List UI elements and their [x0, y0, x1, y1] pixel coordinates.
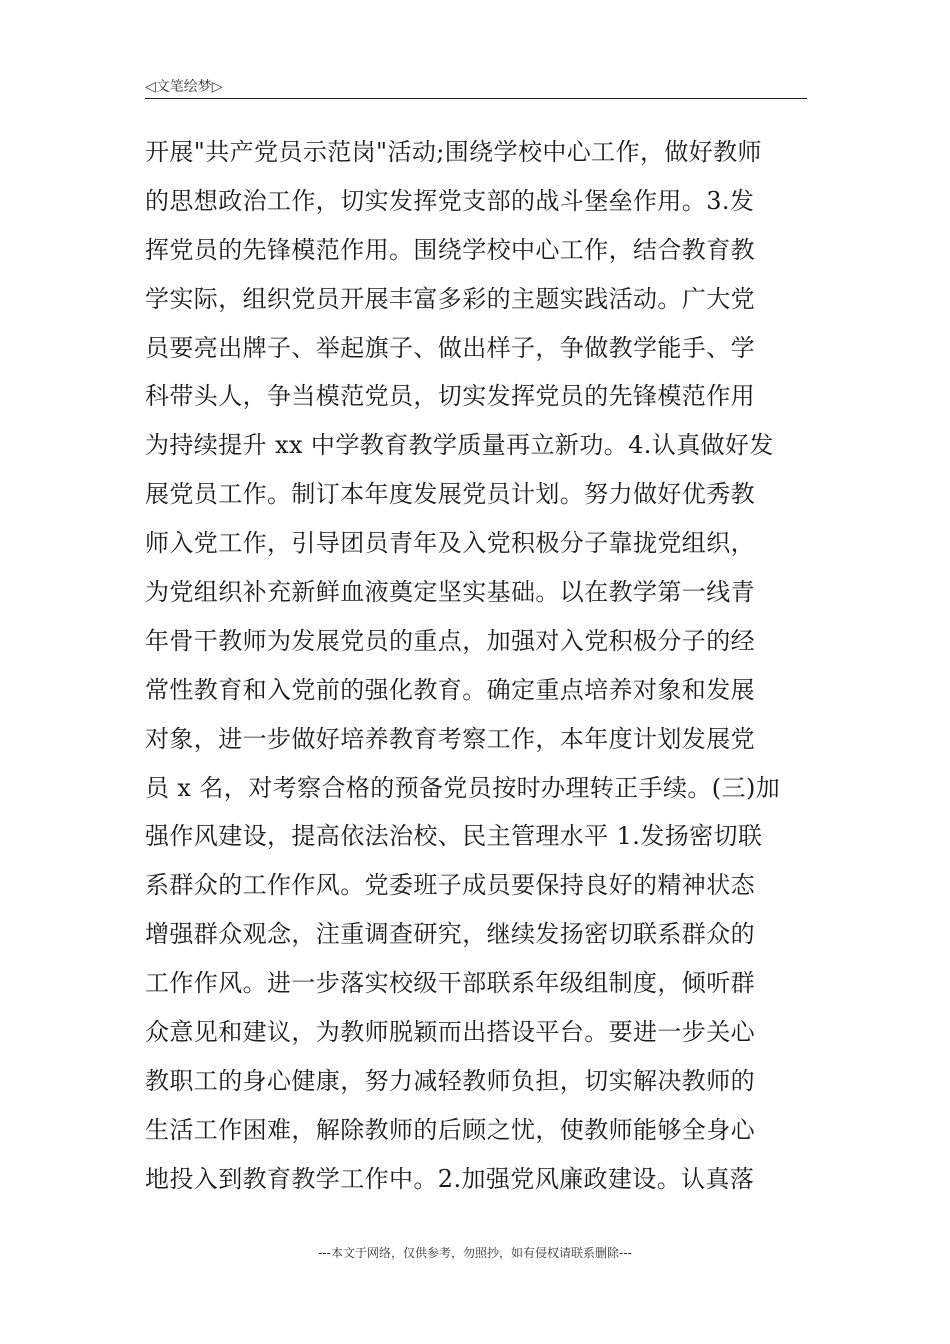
- text-line: 地投入到教育教学工作中。2.加强党风廉政建设。认真落: [145, 1164, 755, 1193]
- text-line: 生活工作困难，解除教师的后顾之忧，使教师能够全身心: [145, 1115, 755, 1144]
- text-line: 开展"共产党员示范岗"活动;围绕学校中心工作，做好教师: [145, 138, 762, 166]
- text-line: 为党组织补充新鲜血液奠定坚实基础。以在教学第一线青: [145, 578, 755, 607]
- text-line: 强作风建设，提高依法治校、民主管理水平 1.发扬密切联: [145, 822, 763, 851]
- header-title: ◁文笔绘梦▷: [145, 79, 223, 95]
- text-line: 挥党员的先锋模范作用。围绕学校中心工作，结合教育教: [145, 235, 755, 264]
- text-line: 系群众的工作作风。党委班子成员要保持良好的精神状态: [145, 871, 755, 900]
- text-line: 增强群众观念，注重调查研究，继续发扬密切联系群众的: [145, 920, 755, 949]
- text-line: 年骨干教师为发展党员的重点，加强对入党积极分子的经: [145, 626, 755, 655]
- text-line: 员要亮出牌子、举起旗子、做出样子，争做教学能手、学: [145, 333, 755, 362]
- text-line: 众意见和建议，为教师脱颖而出搭设平台。要进一步关心: [145, 1018, 755, 1047]
- text-line: 展党员工作。制订本年度发展党员计划。努力做好优秀教: [145, 480, 755, 509]
- text-line: 工作作风。进一步落实校级干部联系年级组制度，倾听群: [145, 969, 755, 998]
- page-header: [145, 74, 807, 99]
- text-line: 师入党工作，引导团员青年及入党积极分子靠拢党组织，: [145, 529, 755, 558]
- text-line: 科带头人，争当模范党员，切实发挥党员的先锋模范作用: [145, 382, 755, 411]
- text-line: 员 x 名，对考察合格的预备党员按时办理转正手续。(三)加: [145, 773, 781, 802]
- document-body: [145, 128, 807, 1204]
- text-line: 学实际，组织党员开展丰富多彩的主题实践活动。广大党: [145, 284, 755, 313]
- text-line: 常性教育和入党前的强化教育。确定重点培养对象和发展: [145, 675, 755, 704]
- text-line: 教职工的身心健康，努力减轻教师负担，切实解决教师的: [145, 1066, 755, 1095]
- text-line: 的思想政治工作，切实发挥党支部的战斗堡垒作用。3.发: [145, 186, 755, 215]
- page-footer: ---本文于网络，仅供参考，勿照抄，如有侵权请联系删除---: [318, 1246, 632, 1260]
- text-line: 对象，进一步做好培养教育考察工作，本年度计划发展党: [145, 724, 755, 753]
- text-line: 为持续提升 xx 中学教育教学质量再立新功。4.认真做好发: [145, 431, 774, 460]
